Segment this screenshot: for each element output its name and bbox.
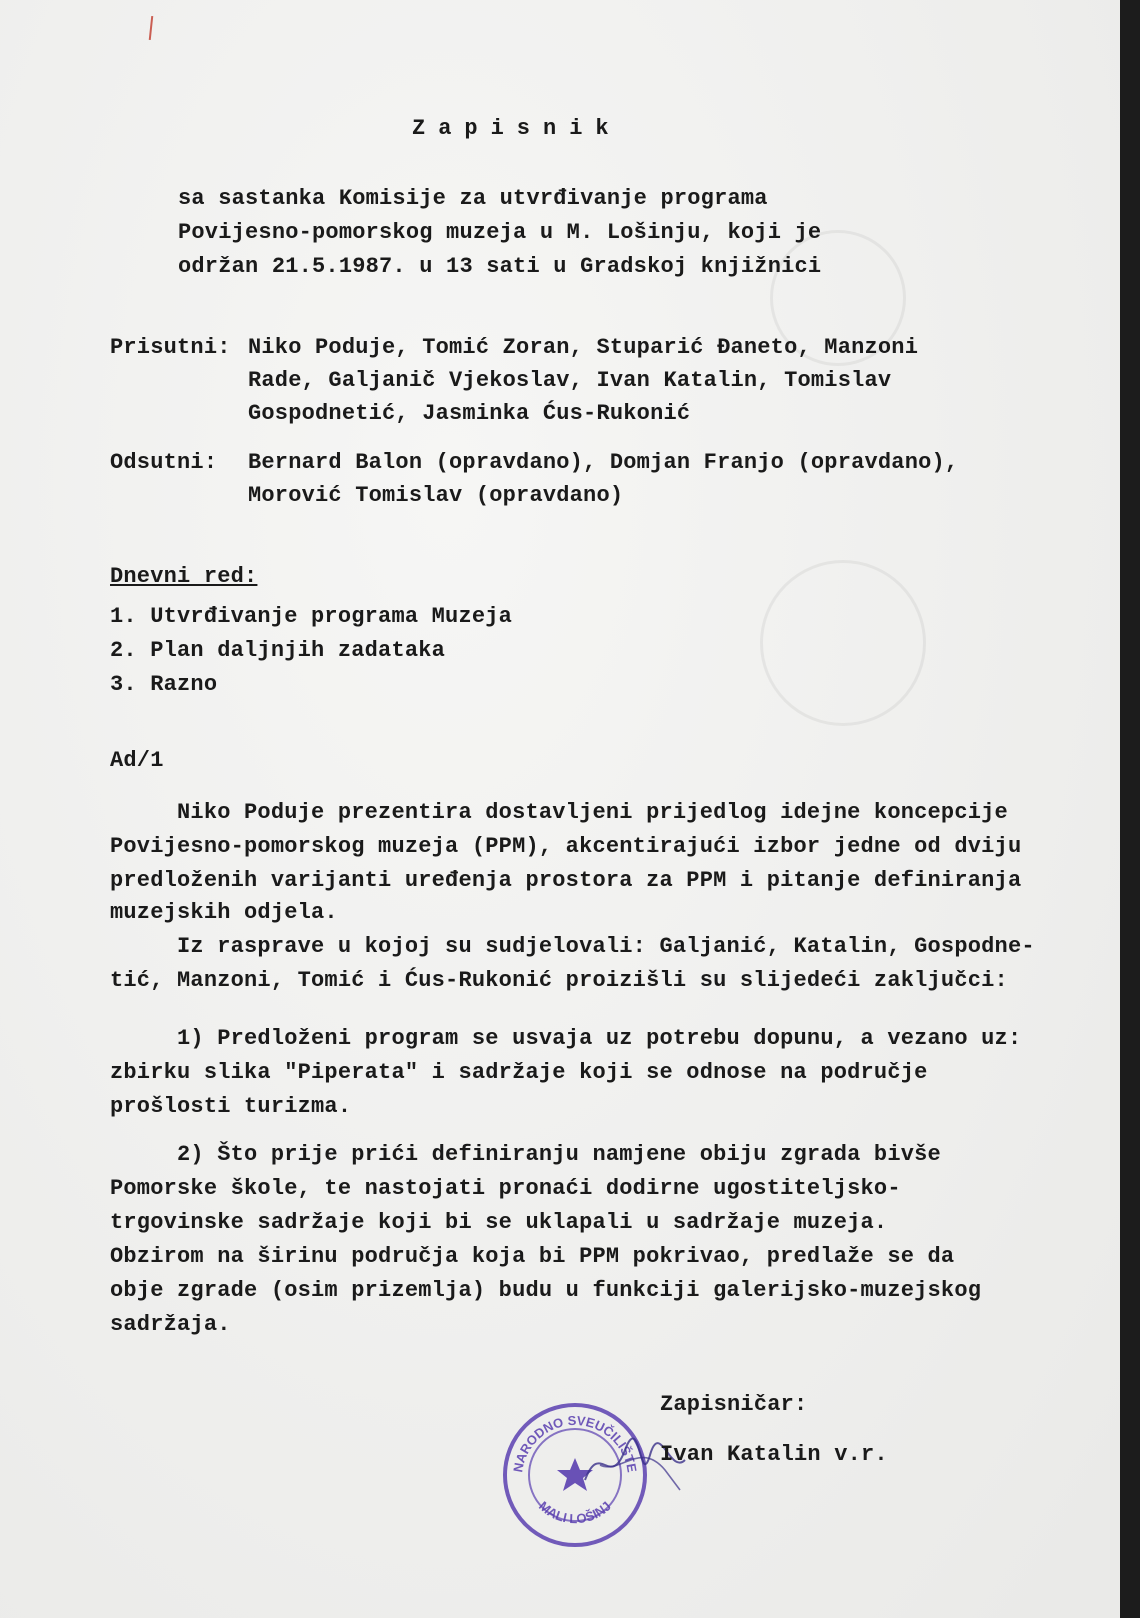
body-line: obje zgrade (osim prizemlja) budu u funkciji galerijsko-muzejskog <box>110 1278 982 1303</box>
body-line: Niko Poduje prezentira dostavljeni prijedlog idejne koncepcije <box>110 800 1008 825</box>
body-line: Iz rasprave u kojoj su sudjelovali: Galjanić, Katalin, Gospodne- <box>110 934 1035 959</box>
svg-text:MALI LOŠINJ <box>536 1498 614 1526</box>
subtitle-line: održan 21.5.1987. u 13 sati u Gradskoj knjižnici <box>178 254 822 279</box>
body-line: Pomorske škole, te nastojati pronaći dodirne ugostiteljsko- <box>110 1176 901 1201</box>
body-line: Povijesno-pomorskog muzeja (PPM), akcentirajući izbor jedne od dviju <box>110 834 1022 859</box>
body-line: 1) Predloženi program se usvaja uz potrebu dopunu, a vezano uz: <box>110 1026 1022 1051</box>
agenda-item: 1. Utvrđivanje programa Muzeja <box>110 604 513 629</box>
agenda-item: 2. Plan daljnjih zadataka <box>110 638 446 663</box>
watermark-circle <box>760 560 926 726</box>
body-line: trgovinske sadržaje koji bi se uklapali u sadržaje muzeja. <box>110 1210 888 1235</box>
body-line: zbirku slika "Piperata" i sadržaje koji se odnose na područje <box>110 1060 928 1085</box>
subtitle-line: Povijesno-pomorskog muzeja u M. Lošinju, koji je <box>178 220 822 245</box>
present-line: Rade, Galjanič Vjekoslav, Ivan Katalin, Tomislav <box>248 368 892 393</box>
subtitle-line: sa sastanka Komisije za utvrđivanje programa <box>178 186 768 211</box>
body-line: tić, Manzoni, Tomić i Ćus-Rukonić proizišli su slijedeći zaključci: <box>110 968 1008 993</box>
body-line: predloženih varijanti uređenja prostora za PPM i pitanje definiranja <box>110 868 1022 893</box>
recorder-name: Ivan Katalin v.r. <box>660 1442 888 1467</box>
stamp-text-top: NARODNO SVEUČILIŠTE <box>510 1412 640 1474</box>
present-line: Gospodnetić, Jasminka Ćus-Rukonić <box>248 401 691 426</box>
stamp-text-bottom: MALI LOŠINJ <box>536 1498 614 1527</box>
absent-line: Bernard Balon (opravdano), Domjan Franjo (opravdano), <box>248 450 959 475</box>
agenda-heading: Dnevni red: <box>110 564 258 589</box>
body-line: muzejskih odjela. <box>110 900 338 925</box>
document-title: Zapisnik <box>412 116 622 141</box>
section-heading: Ad/1 <box>110 748 164 773</box>
absent-line: Morović Tomislav (opravdano) <box>248 483 624 508</box>
recorder-role: Zapisničar: <box>660 1392 808 1417</box>
present-line: Niko Poduje, Tomić Zoran, Stuparić Đaneto, Manzoni <box>248 335 919 360</box>
body-line: prošlosti turizma. <box>110 1094 352 1119</box>
body-line: 2) Što prije prići definiranju namjene obiju zgrada bivše <box>110 1142 941 1167</box>
body-line: Obzirom na širinu područja koja bi PPM pokrivao, predlaže se da <box>110 1244 955 1269</box>
scan-edge <box>1120 0 1140 1618</box>
absent-label: Odsutni: <box>110 450 218 475</box>
agenda-item: 3. Razno <box>110 672 218 697</box>
red-pen-mark <box>149 16 153 40</box>
body-line: sadržaja. <box>110 1312 231 1337</box>
present-label: Prisutni: <box>110 335 231 360</box>
